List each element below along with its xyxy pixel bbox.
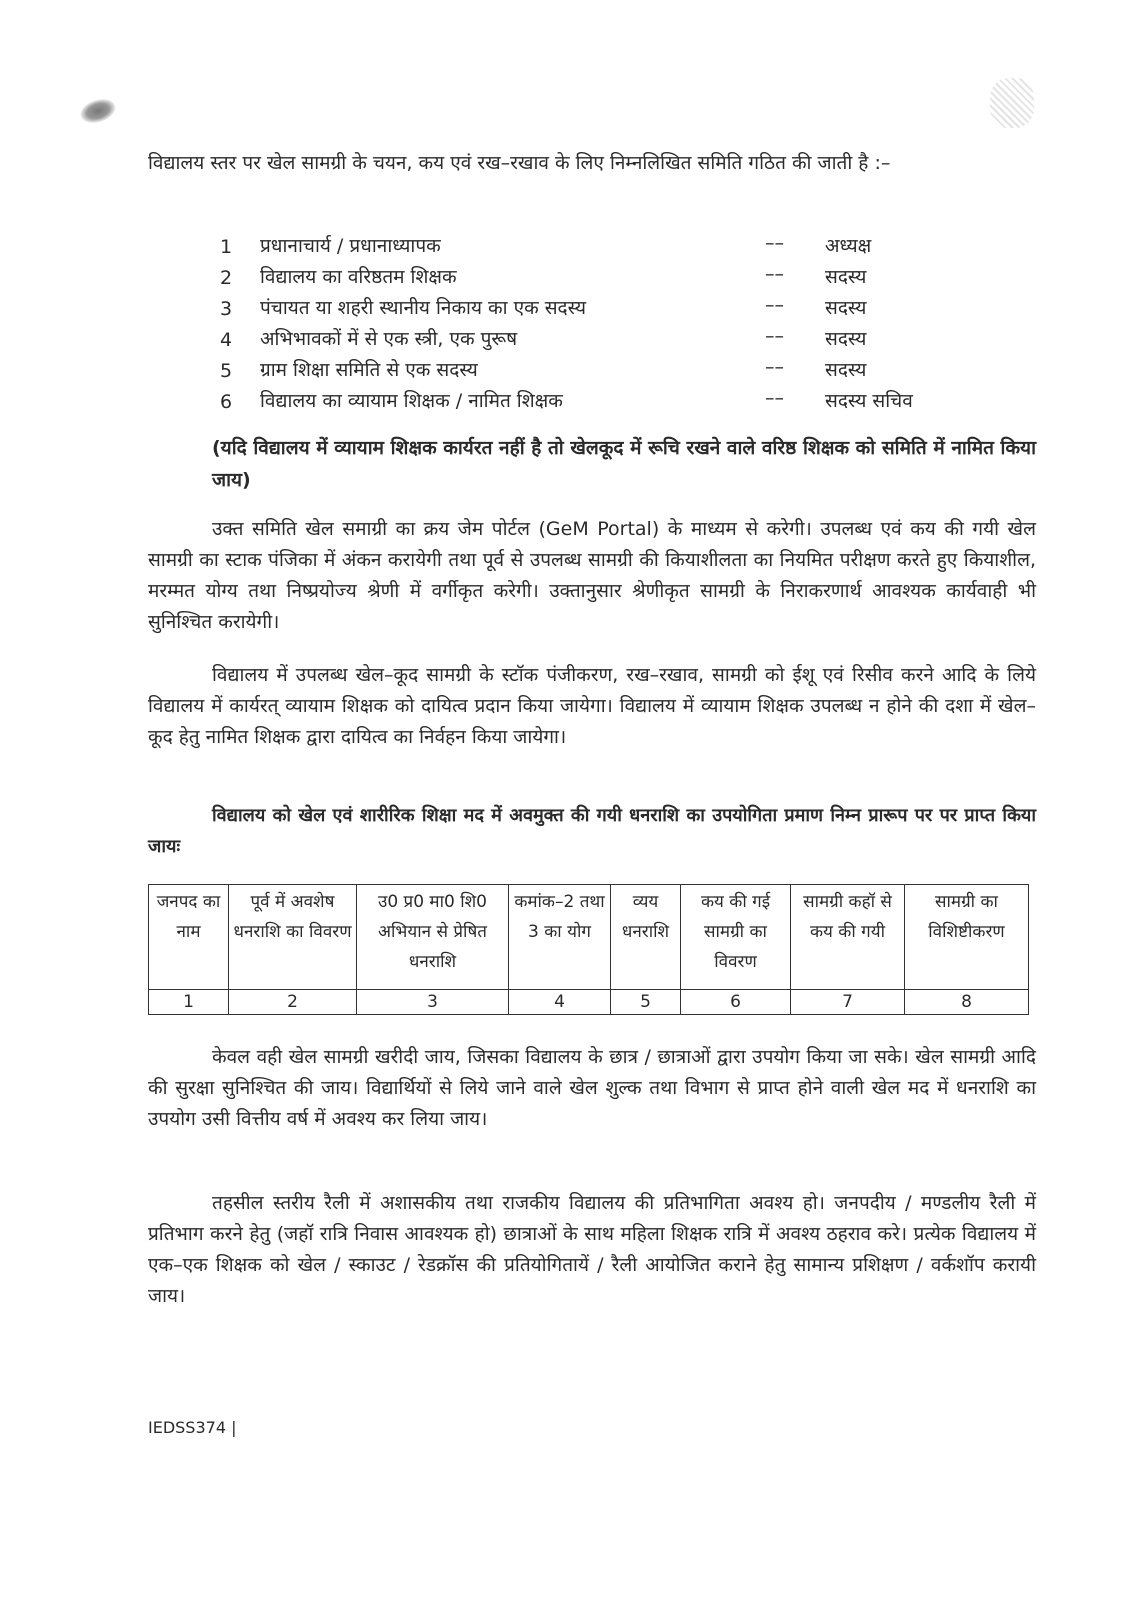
member-number: 2 bbox=[220, 267, 233, 289]
member-dash: –– bbox=[765, 356, 784, 378]
member-number: 6 bbox=[220, 391, 233, 413]
table-cell: 4 bbox=[509, 990, 611, 1015]
member-dash: –– bbox=[765, 263, 784, 285]
member-dash: –– bbox=[765, 387, 784, 409]
paragraph-gem-portal: उक्त समिति खेल समाग्री का क्रय जेम पोर्टल (GeM Portal) के माध्यम से करेगी। उपलब्ध एवं कय की गयी खेल सामग्री का स्टाक पंजिका में अंकन करायेगी तथा पूर्व से उपलब्ध सामग्री की कियाशीलता का नियमित परीक्षण करते हुए कियाशील, मरम्मत योग्य तथा निष्प्रयोज्य श्रेणी में वर्गीकृत करेगी। उक्तानुसार श्रेणीकृत सामग्री के निराकरणार्थ आवश्यक कार्यवाही भी सुनिश्चित करायेगी। bbox=[148, 518, 1036, 633]
member-name: पंचायत या शहरी स्थानीय निकाय का एक सदस्य bbox=[260, 297, 587, 319]
scan-smudge bbox=[77, 95, 118, 127]
note-bold: (यदि विद्यालय में व्यायाम शिक्षक कार्यरत नहीं है तो खेलकूद में रूचि रखने वाले वरिष्ठ शिक्षक को समिति में नामित किया जाय) bbox=[212, 437, 1036, 491]
member-role: अध्यक्ष bbox=[825, 235, 872, 257]
member-role: सदस्य bbox=[825, 266, 867, 288]
member-role: सदस्य bbox=[825, 328, 867, 350]
page-footer-code: IEDSS374 | bbox=[148, 1418, 237, 1437]
intro-paragraph: विद्यालय स्तर पर खेल सामग्री के चयन, कय एवं रख–रखाव के लिए निम्नलिखित समिति गठित की जाती है :– bbox=[148, 152, 891, 174]
member-dash: –– bbox=[765, 232, 784, 254]
member-number: 1 bbox=[220, 236, 233, 258]
table-header-cell: उ0 प्र0 मा0 शि0 अभियान से प्रेषित धनराशि bbox=[357, 885, 509, 990]
member-name: प्रधानाचार्य / प्रधानाध्यापक bbox=[260, 235, 441, 257]
table-header-cell: सामग्री कहॉ से कय की गयी bbox=[791, 885, 905, 990]
member-name: ग्राम शिक्षा समिति से एक सदस्य bbox=[260, 359, 478, 381]
committee-member bbox=[220, 356, 980, 387]
member-number: 4 bbox=[220, 329, 233, 351]
table-cell: 3 bbox=[357, 990, 509, 1015]
member-name: अभिभावकों में से एक स्त्री, एक पुरूष bbox=[260, 328, 518, 350]
scan-stamp-mark bbox=[990, 78, 1034, 128]
committee-member bbox=[220, 325, 980, 356]
table-cell: 2 bbox=[229, 990, 357, 1015]
paragraph-utilisation-format: विद्यालय को खेल एवं शारीरिक शिक्षा मद में अवमुक्त की गयी धनराशि का उपयोगिता प्रमाण निम्न प्रारूप पर पर प्राप्त किया जायः bbox=[148, 805, 1036, 857]
table-header-cell: पूर्व में अवशेष धनराशि का विवरण bbox=[229, 885, 357, 990]
utilisation-table bbox=[148, 884, 1029, 1015]
table-cell: 5 bbox=[611, 990, 681, 1015]
member-name: विद्यालय का वरिष्ठतम शिक्षक bbox=[260, 266, 457, 288]
paragraph-purchase-usage: केवल वही खेल सामग्री खरीदी जाय, जिसका विद्यालय के छात्र / छात्राओं द्वारा उपयोग किया जा सके। खेल सामग्री आदि की सुरक्षा सुनिश्चित की जाय। विद्यार्थियों से लिये जाने वाले खेल शुल्क तथा विभाग से प्राप्त होने वाली खेल मद में धनराशि का उपयोग उसी वित्तीय वर्ष में अवश्य कर लिया जाय। bbox=[148, 1046, 1036, 1130]
member-role: सदस्य सचिव bbox=[825, 390, 913, 412]
table-header-row bbox=[149, 885, 1029, 990]
table-cell: 7 bbox=[791, 990, 905, 1015]
member-role: सदस्य bbox=[825, 297, 867, 319]
paragraph-rally: तहसील स्तरीय रैली में अशासकीय तथा राजकीय विद्यालय की प्रतिभागिता अवश्य हो। जनपदीय / मण्डलीय रैली में प्रतिभाग करने हेतु (जहॉ रात्रि निवास आवश्यक हो) छात्राओं के साथ महिला शिक्षक रात्रि में अवश्य ठहराव करे। प्रत्येक विद्यालय में एक–एक शिक्षक को खेल / स्काउट / रेडक्रॉस की प्रतियोगितायें / रैली आयोजित कराने हेतु सामान्य प्रशिक्षण / वर्कशॉप करायी जाय। bbox=[148, 1192, 1036, 1307]
committee-member bbox=[220, 294, 980, 325]
table-header-cell: कमांक–2 तथा 3 का योग bbox=[509, 885, 611, 990]
member-role: सदस्य bbox=[825, 359, 867, 381]
paragraph-stock-register: विद्यालय में उपलब्ध खेल–कूद सामग्री के स्टॉक पंजीकरण, रख–रखाव, सामग्री को ईशू एवं रिसीव करने आदि के लिये विद्यालय में कार्यरत् व्यायाम शिक्षक को दायित्व प्रदान किया जायेगा। विद्यालय में व्यायाम शिक्षक उपलब्ध न होने की दशा में खेल–कूद हेतु नामित शिक्षक द्वारा दायित्व का निर्वहन किया जायेगा। bbox=[148, 664, 1036, 748]
member-dash: –– bbox=[765, 325, 784, 347]
committee-member bbox=[220, 232, 980, 263]
table-cell: 1 bbox=[149, 990, 229, 1015]
table-header-cell: सामग्री का विशिष्टीकरण bbox=[905, 885, 1029, 990]
committee-member bbox=[220, 387, 980, 418]
table-cell: 8 bbox=[905, 990, 1029, 1015]
member-number: 3 bbox=[220, 298, 233, 320]
committee-member bbox=[220, 263, 980, 294]
table-header-cell: कय की गई सामग्री का विवरण bbox=[681, 885, 791, 990]
table-cell: 6 bbox=[681, 990, 791, 1015]
table-number-row bbox=[149, 990, 1029, 1015]
member-dash: –– bbox=[765, 294, 784, 316]
member-name: विद्यालय का व्यायाम शिक्षक / नामित शिक्षक bbox=[260, 390, 563, 412]
member-number: 5 bbox=[220, 360, 233, 382]
table-header-cell: जनपद का नाम bbox=[149, 885, 229, 990]
committee-list bbox=[220, 232, 980, 418]
table-header-cell: व्यय धनराशि bbox=[611, 885, 681, 990]
